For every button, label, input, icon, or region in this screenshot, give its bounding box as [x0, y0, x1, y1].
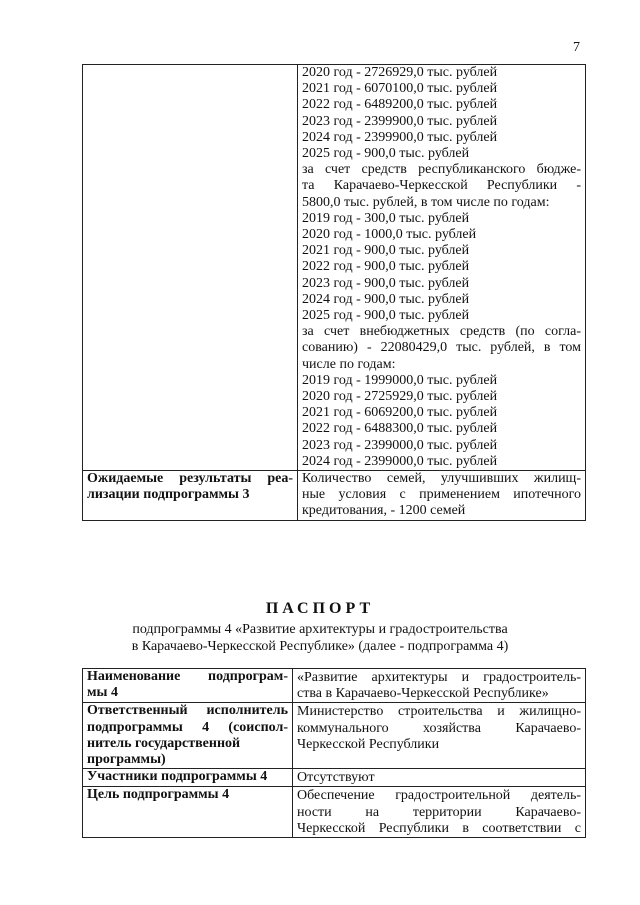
funding-line: 2023 год - 2399900,0 тыс. рублей: [302, 113, 498, 129]
results-value-line: кредитования, - 1200 семей: [302, 503, 466, 519]
funding-line: 2024 год - 900,0 тыс. рублей: [302, 291, 470, 307]
passport-value-cell: [293, 669, 586, 703]
passport-value-line: «Развитие архитектуры и градостроитель-: [297, 670, 581, 685]
funding-line: 2023 год - 2399000,0 тыс. рублей: [302, 437, 498, 453]
funding-line: 2025 год - 900,0 тыс. рублей: [302, 146, 470, 162]
funding-line: 2020 год - 2725929,0 тыс. рублей: [302, 389, 498, 405]
passport-value-line: Черкесской Республики: [297, 736, 440, 752]
results-label-line: Ожидаемые результаты реа-: [87, 471, 293, 487]
passport-value-line: Министерство строительства и жилищно-: [297, 704, 581, 720]
results-value-cell: [298, 471, 586, 521]
passport-label-line: Ответственный исполнитель: [87, 703, 288, 719]
funding-line: числе по годам:: [302, 356, 396, 372]
funding-line: 2025 год - 900,0 тыс. рублей: [302, 308, 470, 324]
funding-line: за счет средств республиканского бюдже-: [302, 162, 581, 178]
results-value-line: ные условия с применением ипотечного: [302, 487, 581, 503]
passport-subtitle: [0, 621, 640, 655]
funding-line: 5800,0 тыс. рублей, в том числе по годам:: [302, 194, 550, 210]
funding-line: 2023 год - 900,0 тыс. рублей: [302, 275, 470, 291]
passport-value-cell: [293, 769, 586, 787]
passport-label-line: нитель государственной: [87, 735, 241, 751]
funding-label-cell: [83, 65, 298, 471]
funding-value-cell: [298, 65, 586, 471]
passport-value-line: Отсутствуют: [297, 770, 375, 786]
passport-row-name: [83, 669, 586, 703]
funding-line: 2021 год - 6069200,0 тыс. рублей: [302, 405, 498, 421]
funding-line: 2020 год - 1000,0 тыс. рублей: [302, 227, 477, 243]
passport-table: [82, 668, 586, 838]
passport-label-cell: [83, 703, 293, 769]
passport-label-cell: [83, 787, 293, 838]
funding-line: 2022 год - 900,0 тыс. рублей: [302, 259, 470, 275]
passport-value-cell: [293, 787, 586, 838]
results-label-line: лизации подпрограммы 3: [87, 487, 250, 503]
funding-line: за счет внебюджетных средств (по согла-: [302, 324, 581, 340]
passport-label-line: подпрограммы 4 (соиспол-: [87, 719, 288, 735]
funding-line: 2020 год - 2726929,0 тыс. рублей: [302, 65, 498, 80]
passport-value-line: Обеспечение градостроительной деятель-: [297, 788, 581, 804]
funding-line: 2024 год - 2399900,0 тыс. рублей: [302, 129, 498, 145]
page-number: 7: [573, 40, 580, 55]
funding-line: та Карачаево-Черкесской Республики -: [302, 178, 581, 194]
funding-line: 2019 год - 1999000,0 тыс. рублей: [302, 372, 498, 388]
passport-subtitle-line: в Карачаево-Черкесской Республике» (далее - подпрограмма 4): [131, 639, 509, 654]
funding-row: [83, 65, 586, 471]
funding-line: 2022 год - 6489200,0 тыс. рублей: [302, 97, 498, 113]
funding-table: [82, 64, 586, 521]
passport-title: ПАСПОРТ: [265, 600, 375, 617]
passport-label-line: Наименование подпрограм-: [87, 669, 288, 684]
funding-line: 2024 год - 2399000,0 тыс. рублей: [302, 453, 498, 469]
funding-line: 2022 год - 6488300,0 тыс. рублей: [302, 421, 498, 437]
passport-row-goal: [83, 787, 586, 838]
passport-label-line: Участники подпрограммы 4: [87, 769, 268, 785]
passport-row-participants: [83, 769, 586, 787]
passport-label-line: программы): [87, 752, 166, 768]
passport-value-line: ства в Карачаево-Черкесской Республике»: [297, 686, 549, 702]
funding-line: 2019 год - 300,0 тыс. рублей: [302, 210, 470, 226]
passport-label-cell: [83, 669, 293, 703]
funding-line: 2021 год - 6070100,0 тыс. рублей: [302, 81, 498, 97]
results-row: [83, 471, 586, 521]
passport-value-line: ности на территории Карачаево-: [297, 804, 581, 820]
passport-row-executor: [83, 703, 586, 769]
passport-value-line: коммунального хозяйства Карачаево-: [297, 720, 581, 736]
funding-line: сованию) - 22080429,0 тыс. рублей, в том: [302, 340, 581, 356]
passport-label-line: мы 4: [87, 685, 118, 701]
passport-subtitle-line: подпрограммы 4 «Развитие архитектуры и градостроительства: [132, 622, 508, 637]
funding-line: 2021 год - 900,0 тыс. рублей: [302, 243, 470, 259]
results-label-cell: [83, 471, 298, 521]
passport-label-line: Цель подпрограммы 4: [87, 787, 230, 803]
passport-value-cell: [293, 703, 586, 769]
passport-value-line: Черкесской Республики в соответствии с: [297, 820, 581, 836]
passport-label-cell: [83, 769, 293, 787]
results-value-line: Количество семей, улучшивших жилищ-: [302, 471, 581, 487]
